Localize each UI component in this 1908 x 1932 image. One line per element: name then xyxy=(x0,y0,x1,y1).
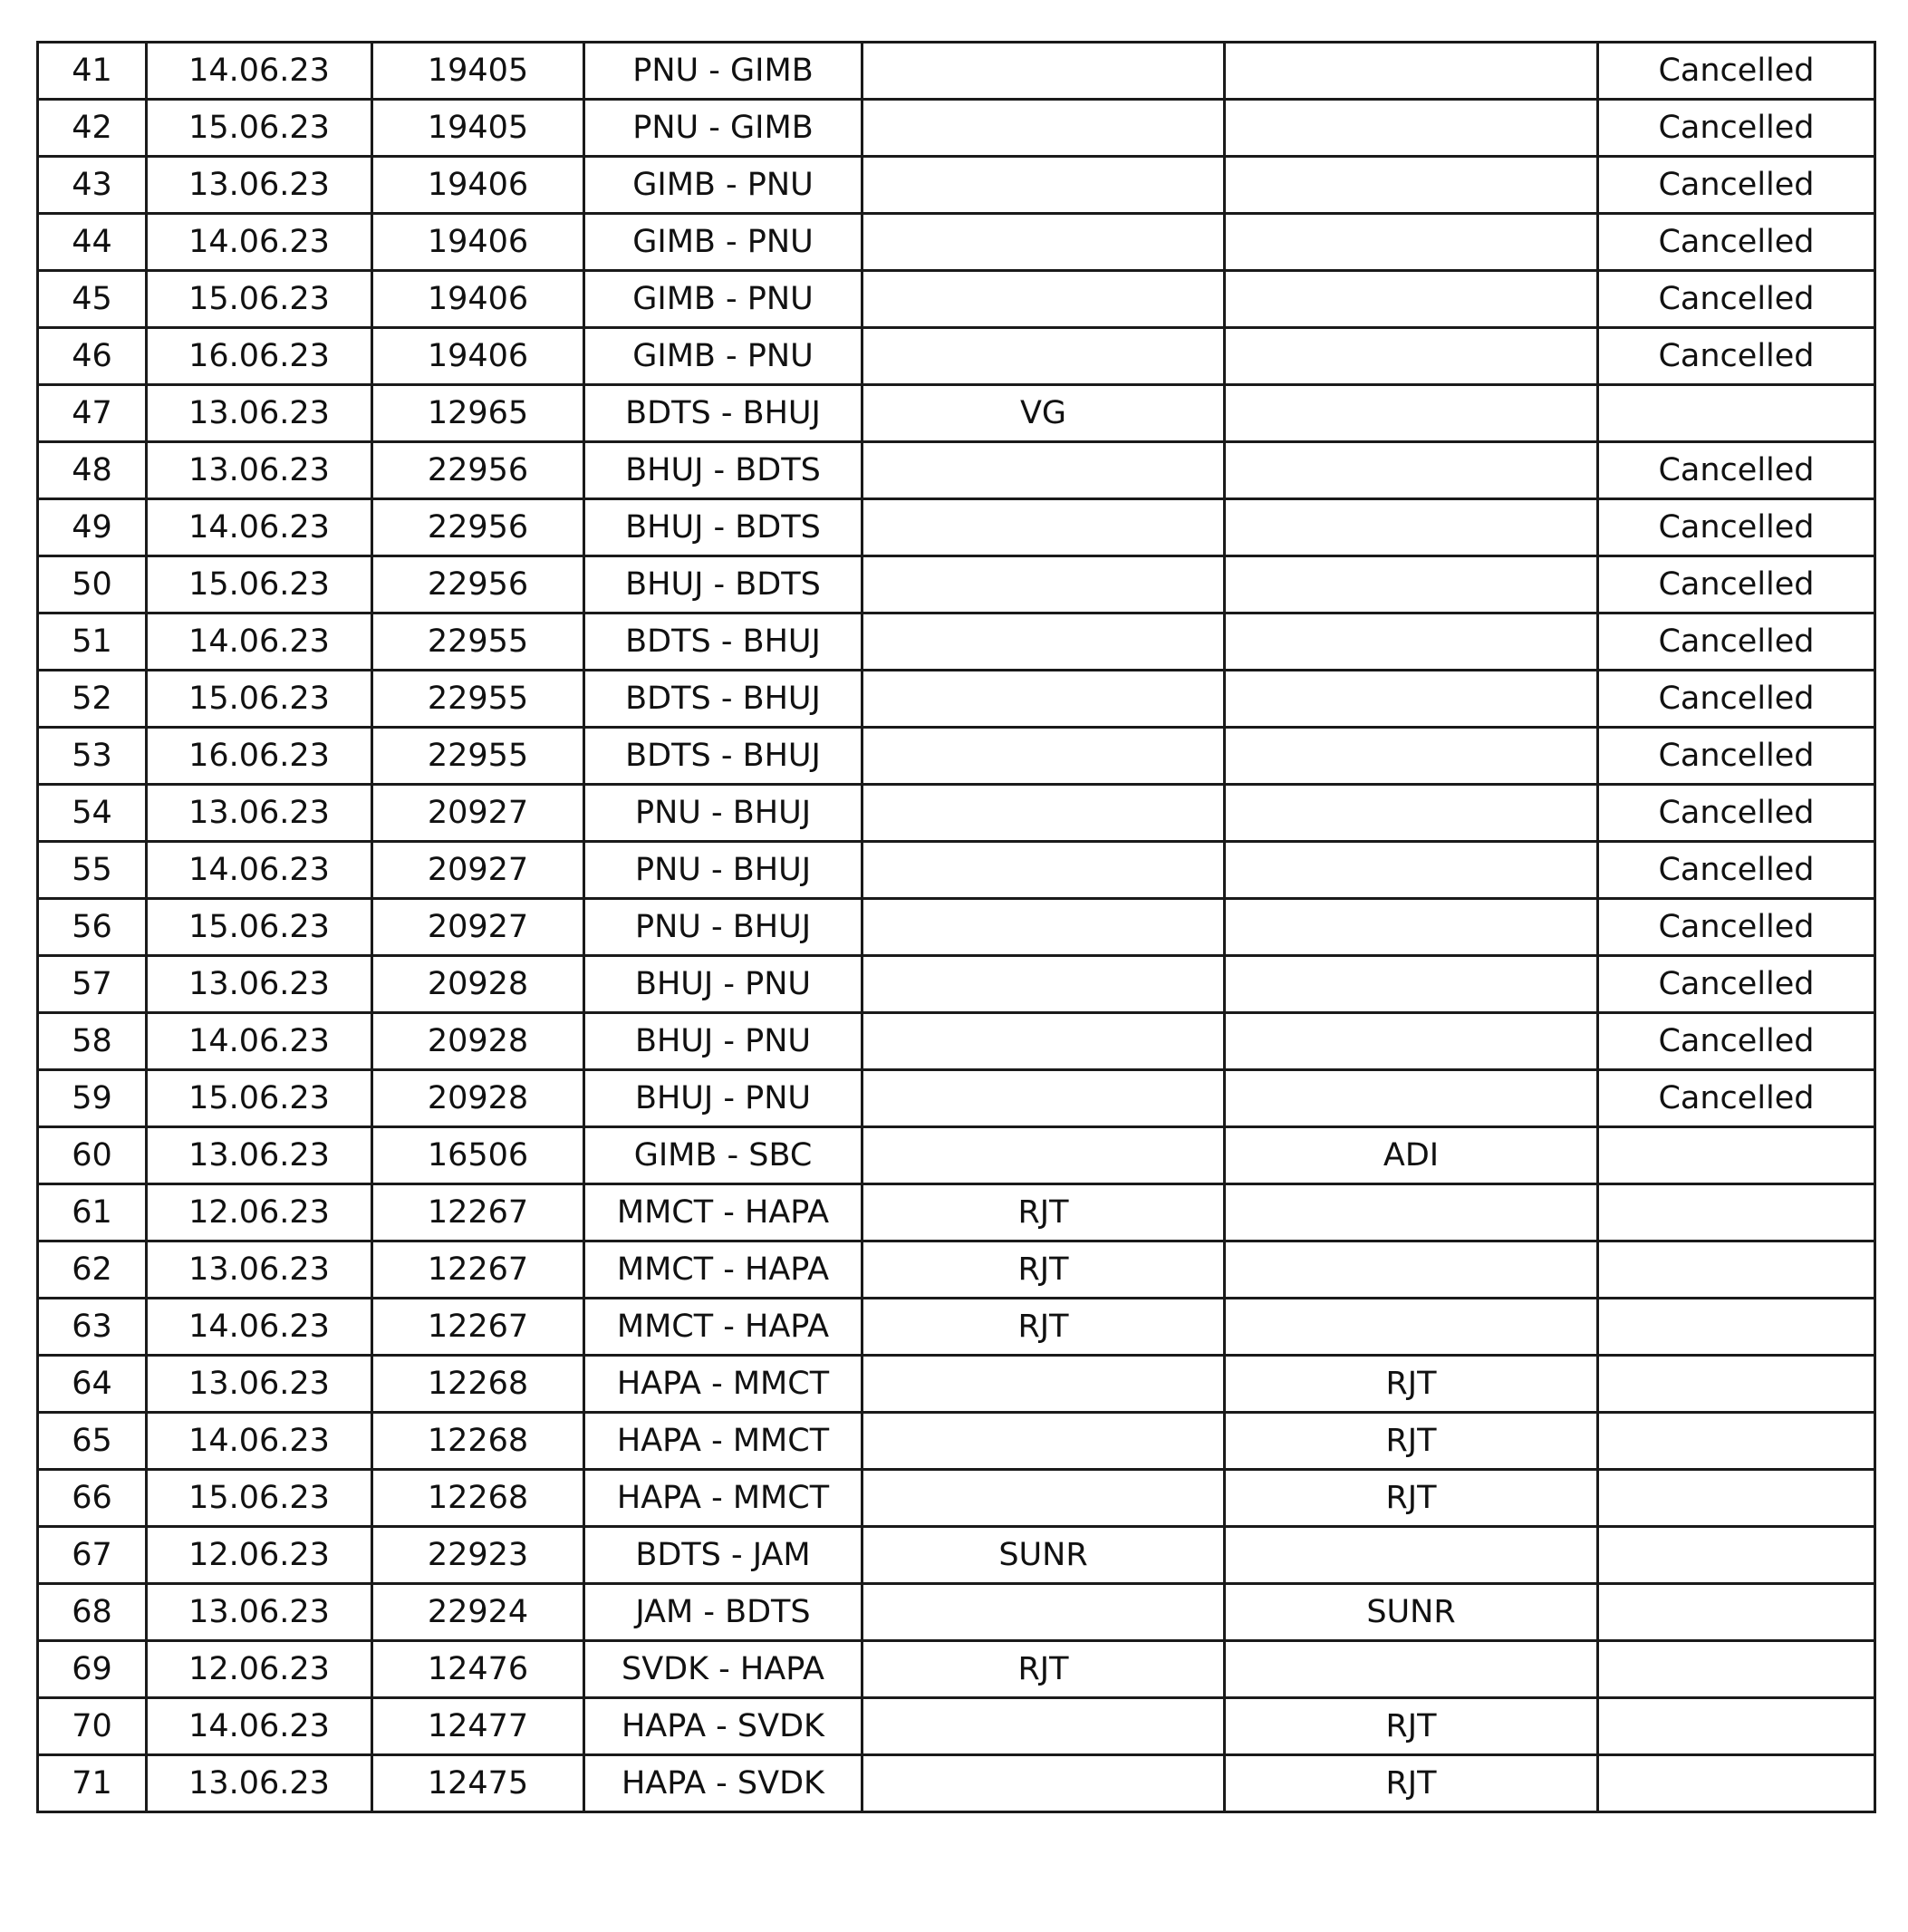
route-cell: MMCT - HAPA xyxy=(584,1241,862,1299)
short-terminated-cell xyxy=(862,556,1225,613)
table-row xyxy=(38,1299,1875,1356)
status-cell: Cancelled xyxy=(1598,214,1875,271)
date-cell: 15.06.23 xyxy=(147,556,372,613)
status-cell: Cancelled xyxy=(1598,785,1875,842)
date-cell: 15.06.23 xyxy=(147,899,372,956)
short-originated-cell xyxy=(1225,499,1598,556)
status-cell: Cancelled xyxy=(1598,556,1875,613)
short-originated-cell xyxy=(1225,1241,1598,1299)
short-originated-cell xyxy=(1225,385,1598,442)
table-row xyxy=(38,956,1875,1013)
train-number-cell: 22923 xyxy=(372,1527,584,1584)
train-number-cell: 22955 xyxy=(372,613,584,671)
short-terminated-cell: SUNR xyxy=(862,1527,1225,1584)
route-cell: GIMB - PNU xyxy=(584,271,862,328)
short-originated-cell xyxy=(1225,442,1598,499)
train-number-cell: 12477 xyxy=(372,1698,584,1755)
table-row xyxy=(38,328,1875,385)
route-cell: BDTS - BHUJ xyxy=(584,613,862,671)
route-cell: HAPA - MMCT xyxy=(584,1470,862,1527)
serial-number-cell: 70 xyxy=(38,1698,147,1755)
short-terminated-cell xyxy=(862,100,1225,157)
short-originated-cell xyxy=(1225,1527,1598,1584)
status-cell xyxy=(1598,1413,1875,1470)
table-row xyxy=(38,43,1875,100)
status-cell xyxy=(1598,1641,1875,1698)
route-cell: BHUJ - BDTS xyxy=(584,442,862,499)
status-cell: Cancelled xyxy=(1598,728,1875,785)
date-cell: 12.06.23 xyxy=(147,1184,372,1241)
status-cell xyxy=(1598,1241,1875,1299)
route-cell: GIMB - PNU xyxy=(584,157,862,214)
short-terminated-cell xyxy=(862,43,1225,100)
train-number-cell: 20927 xyxy=(372,785,584,842)
date-cell: 16.06.23 xyxy=(147,728,372,785)
train-number-cell: 19405 xyxy=(372,43,584,100)
short-originated-cell xyxy=(1225,671,1598,728)
train-number-cell: 16506 xyxy=(372,1127,584,1184)
route-cell: JAM - BDTS xyxy=(584,1584,862,1641)
table-row xyxy=(38,1641,1875,1698)
short-originated-cell xyxy=(1225,1641,1598,1698)
table-row xyxy=(38,214,1875,271)
table-row xyxy=(38,271,1875,328)
date-cell: 13.06.23 xyxy=(147,1356,372,1413)
short-originated-cell: RJT xyxy=(1225,1413,1598,1470)
date-cell: 13.06.23 xyxy=(147,385,372,442)
date-cell: 14.06.23 xyxy=(147,1013,372,1070)
train-number-cell: 12267 xyxy=(372,1299,584,1356)
date-cell: 12.06.23 xyxy=(147,1527,372,1584)
train-schedule-table xyxy=(36,41,1876,1813)
serial-number-cell: 47 xyxy=(38,385,147,442)
train-number-cell: 22956 xyxy=(372,442,584,499)
table-row xyxy=(38,385,1875,442)
date-cell: 13.06.23 xyxy=(147,1755,372,1812)
train-number-cell: 22924 xyxy=(372,1584,584,1641)
route-cell: PNU - BHUJ xyxy=(584,785,862,842)
status-cell: Cancelled xyxy=(1598,671,1875,728)
date-cell: 15.06.23 xyxy=(147,271,372,328)
table-row xyxy=(38,1184,1875,1241)
serial-number-cell: 52 xyxy=(38,671,147,728)
train-number-cell: 20927 xyxy=(372,899,584,956)
table-row xyxy=(38,671,1875,728)
route-cell: BDTS - BHUJ xyxy=(584,671,862,728)
date-cell: 15.06.23 xyxy=(147,1070,372,1127)
serial-number-cell: 69 xyxy=(38,1641,147,1698)
route-cell: GIMB - SBC xyxy=(584,1127,862,1184)
status-cell: Cancelled xyxy=(1598,43,1875,100)
table-row xyxy=(38,1241,1875,1299)
table-row xyxy=(38,1070,1875,1127)
table-row xyxy=(38,157,1875,214)
train-number-cell: 12965 xyxy=(372,385,584,442)
status-cell xyxy=(1598,1184,1875,1241)
short-terminated-cell xyxy=(862,1698,1225,1755)
short-originated-cell xyxy=(1225,157,1598,214)
status-cell xyxy=(1598,1698,1875,1755)
date-cell: 14.06.23 xyxy=(147,214,372,271)
short-terminated-cell xyxy=(862,899,1225,956)
short-originated-cell xyxy=(1225,43,1598,100)
short-terminated-cell xyxy=(862,1070,1225,1127)
short-terminated-cell: RJT xyxy=(862,1299,1225,1356)
table-row xyxy=(38,728,1875,785)
short-originated-cell xyxy=(1225,1070,1598,1127)
status-cell: Cancelled xyxy=(1598,899,1875,956)
serial-number-cell: 66 xyxy=(38,1470,147,1527)
table-row xyxy=(38,1470,1875,1527)
serial-number-cell: 71 xyxy=(38,1755,147,1812)
table-row xyxy=(38,1127,1875,1184)
short-terminated-cell xyxy=(862,1413,1225,1470)
route-cell: MMCT - HAPA xyxy=(584,1184,862,1241)
short-terminated-cell xyxy=(862,1013,1225,1070)
short-terminated-cell xyxy=(862,214,1225,271)
short-terminated-cell: RJT xyxy=(862,1641,1225,1698)
short-terminated-cell: VG xyxy=(862,385,1225,442)
short-originated-cell xyxy=(1225,785,1598,842)
status-cell: Cancelled xyxy=(1598,1070,1875,1127)
serial-number-cell: 60 xyxy=(38,1127,147,1184)
serial-number-cell: 55 xyxy=(38,842,147,899)
serial-number-cell: 51 xyxy=(38,613,147,671)
serial-number-cell: 62 xyxy=(38,1241,147,1299)
table-row xyxy=(38,1698,1875,1755)
route-cell: BHUJ - PNU xyxy=(584,956,862,1013)
status-cell xyxy=(1598,385,1875,442)
train-number-cell: 12267 xyxy=(372,1241,584,1299)
table-row xyxy=(38,442,1875,499)
status-cell: Cancelled xyxy=(1598,328,1875,385)
train-number-cell: 12268 xyxy=(372,1413,584,1470)
short-originated-cell xyxy=(1225,956,1598,1013)
table-row xyxy=(38,100,1875,157)
train-number-cell: 12268 xyxy=(372,1356,584,1413)
short-originated-cell: SUNR xyxy=(1225,1584,1598,1641)
short-terminated-cell xyxy=(862,442,1225,499)
short-terminated-cell xyxy=(862,157,1225,214)
serial-number-cell: 46 xyxy=(38,328,147,385)
train-number-cell: 20928 xyxy=(372,956,584,1013)
status-cell: Cancelled xyxy=(1598,499,1875,556)
short-terminated-cell: RJT xyxy=(862,1184,1225,1241)
short-terminated-cell xyxy=(862,1755,1225,1812)
train-number-cell: 19406 xyxy=(372,157,584,214)
train-number-cell: 22956 xyxy=(372,499,584,556)
status-cell: Cancelled xyxy=(1598,613,1875,671)
train-number-cell: 22956 xyxy=(372,556,584,613)
serial-number-cell: 68 xyxy=(38,1584,147,1641)
route-cell: BDTS - BHUJ xyxy=(584,385,862,442)
date-cell: 13.06.23 xyxy=(147,157,372,214)
serial-number-cell: 48 xyxy=(38,442,147,499)
date-cell: 13.06.23 xyxy=(147,1241,372,1299)
train-number-cell: 12268 xyxy=(372,1470,584,1527)
short-terminated-cell xyxy=(862,1584,1225,1641)
short-originated-cell xyxy=(1225,1299,1598,1356)
date-cell: 14.06.23 xyxy=(147,1299,372,1356)
status-cell: Cancelled xyxy=(1598,1013,1875,1070)
route-cell: GIMB - PNU xyxy=(584,214,862,271)
date-cell: 13.06.23 xyxy=(147,1127,372,1184)
serial-number-cell: 64 xyxy=(38,1356,147,1413)
short-originated-cell xyxy=(1225,1184,1598,1241)
short-originated-cell xyxy=(1225,328,1598,385)
train-number-cell: 12476 xyxy=(372,1641,584,1698)
status-cell: Cancelled xyxy=(1598,842,1875,899)
short-terminated-cell xyxy=(862,499,1225,556)
short-originated-cell xyxy=(1225,613,1598,671)
table-row xyxy=(38,899,1875,956)
status-cell xyxy=(1598,1527,1875,1584)
table-row xyxy=(38,499,1875,556)
table-row xyxy=(38,785,1875,842)
route-cell: HAPA - MMCT xyxy=(584,1356,862,1413)
serial-number-cell: 50 xyxy=(38,556,147,613)
short-terminated-cell xyxy=(862,728,1225,785)
short-terminated-cell xyxy=(862,671,1225,728)
table-row xyxy=(38,1584,1875,1641)
route-cell: PNU - GIMB xyxy=(584,43,862,100)
table-row xyxy=(38,1356,1875,1413)
table-row xyxy=(38,1527,1875,1584)
status-cell: Cancelled xyxy=(1598,271,1875,328)
serial-number-cell: 42 xyxy=(38,100,147,157)
short-originated-cell xyxy=(1225,100,1598,157)
serial-number-cell: 53 xyxy=(38,728,147,785)
short-terminated-cell xyxy=(862,956,1225,1013)
short-originated-cell xyxy=(1225,271,1598,328)
route-cell: BHUJ - BDTS xyxy=(584,499,862,556)
short-terminated-cell xyxy=(862,328,1225,385)
short-terminated-cell xyxy=(862,842,1225,899)
short-terminated-cell xyxy=(862,785,1225,842)
route-cell: BHUJ - PNU xyxy=(584,1070,862,1127)
route-cell: GIMB - PNU xyxy=(584,328,862,385)
route-cell: SVDK - HAPA xyxy=(584,1641,862,1698)
serial-number-cell: 61 xyxy=(38,1184,147,1241)
date-cell: 14.06.23 xyxy=(147,613,372,671)
status-cell xyxy=(1598,1356,1875,1413)
short-originated-cell: ADI xyxy=(1225,1127,1598,1184)
train-number-cell: 19406 xyxy=(372,328,584,385)
route-cell: HAPA - SVDK xyxy=(584,1698,862,1755)
route-cell: PNU - BHUJ xyxy=(584,842,862,899)
short-terminated-cell xyxy=(862,271,1225,328)
date-cell: 15.06.23 xyxy=(147,1470,372,1527)
serial-number-cell: 49 xyxy=(38,499,147,556)
short-terminated-cell: RJT xyxy=(862,1241,1225,1299)
date-cell: 14.06.23 xyxy=(147,43,372,100)
status-cell xyxy=(1598,1127,1875,1184)
serial-number-cell: 59 xyxy=(38,1070,147,1127)
status-cell: Cancelled xyxy=(1598,157,1875,214)
date-cell: 13.06.23 xyxy=(147,956,372,1013)
serial-number-cell: 58 xyxy=(38,1013,147,1070)
short-originated-cell: RJT xyxy=(1225,1698,1598,1755)
status-cell xyxy=(1598,1584,1875,1641)
route-cell: BHUJ - BDTS xyxy=(584,556,862,613)
table-row xyxy=(38,556,1875,613)
short-terminated-cell xyxy=(862,1356,1225,1413)
serial-number-cell: 41 xyxy=(38,43,147,100)
status-cell: Cancelled xyxy=(1598,442,1875,499)
route-cell: BDTS - BHUJ xyxy=(584,728,862,785)
short-originated-cell: RJT xyxy=(1225,1755,1598,1812)
train-number-cell: 19405 xyxy=(372,100,584,157)
route-cell: PNU - BHUJ xyxy=(584,899,862,956)
route-cell: BDTS - JAM xyxy=(584,1527,862,1584)
train-number-cell: 20928 xyxy=(372,1070,584,1127)
table-row xyxy=(38,613,1875,671)
status-cell xyxy=(1598,1755,1875,1812)
train-number-cell: 12267 xyxy=(372,1184,584,1241)
serial-number-cell: 57 xyxy=(38,956,147,1013)
short-originated-cell xyxy=(1225,842,1598,899)
short-terminated-cell xyxy=(862,1127,1225,1184)
route-cell: PNU - GIMB xyxy=(584,100,862,157)
train-number-cell: 22955 xyxy=(372,728,584,785)
route-cell: MMCT - HAPA xyxy=(584,1299,862,1356)
status-cell xyxy=(1598,1470,1875,1527)
table-row xyxy=(38,842,1875,899)
short-originated-cell xyxy=(1225,556,1598,613)
date-cell: 14.06.23 xyxy=(147,1698,372,1755)
table-row xyxy=(38,1013,1875,1070)
train-number-cell: 12475 xyxy=(372,1755,584,1812)
short-originated-cell xyxy=(1225,899,1598,956)
route-cell: HAPA - SVDK xyxy=(584,1755,862,1812)
short-originated-cell xyxy=(1225,728,1598,785)
serial-number-cell: 44 xyxy=(38,214,147,271)
date-cell: 13.06.23 xyxy=(147,1584,372,1641)
date-cell: 13.06.23 xyxy=(147,785,372,842)
serial-number-cell: 43 xyxy=(38,157,147,214)
status-cell: Cancelled xyxy=(1598,956,1875,1013)
short-originated-cell: RJT xyxy=(1225,1470,1598,1527)
serial-number-cell: 56 xyxy=(38,899,147,956)
status-cell: Cancelled xyxy=(1598,100,1875,157)
train-number-cell: 22955 xyxy=(372,671,584,728)
date-cell: 12.06.23 xyxy=(147,1641,372,1698)
table-row xyxy=(38,1755,1875,1812)
serial-number-cell: 54 xyxy=(38,785,147,842)
train-number-cell: 20928 xyxy=(372,1013,584,1070)
status-cell xyxy=(1598,1299,1875,1356)
date-cell: 13.06.23 xyxy=(147,442,372,499)
date-cell: 14.06.23 xyxy=(147,1413,372,1470)
train-number-cell: 19406 xyxy=(372,271,584,328)
short-originated-cell: RJT xyxy=(1225,1356,1598,1413)
date-cell: 14.06.23 xyxy=(147,842,372,899)
route-cell: BHUJ - PNU xyxy=(584,1013,862,1070)
date-cell: 15.06.23 xyxy=(147,671,372,728)
train-number-cell: 20927 xyxy=(372,842,584,899)
serial-number-cell: 67 xyxy=(38,1527,147,1584)
short-originated-cell xyxy=(1225,1013,1598,1070)
date-cell: 16.06.23 xyxy=(147,328,372,385)
date-cell: 14.06.23 xyxy=(147,499,372,556)
short-terminated-cell xyxy=(862,613,1225,671)
serial-number-cell: 45 xyxy=(38,271,147,328)
serial-number-cell: 63 xyxy=(38,1299,147,1356)
short-originated-cell xyxy=(1225,214,1598,271)
date-cell: 15.06.23 xyxy=(147,100,372,157)
table-row xyxy=(38,1413,1875,1470)
train-number-cell: 19406 xyxy=(372,214,584,271)
short-terminated-cell xyxy=(862,1470,1225,1527)
table-body xyxy=(38,43,1875,1812)
serial-number-cell: 65 xyxy=(38,1413,147,1470)
route-cell: HAPA - MMCT xyxy=(584,1413,862,1470)
